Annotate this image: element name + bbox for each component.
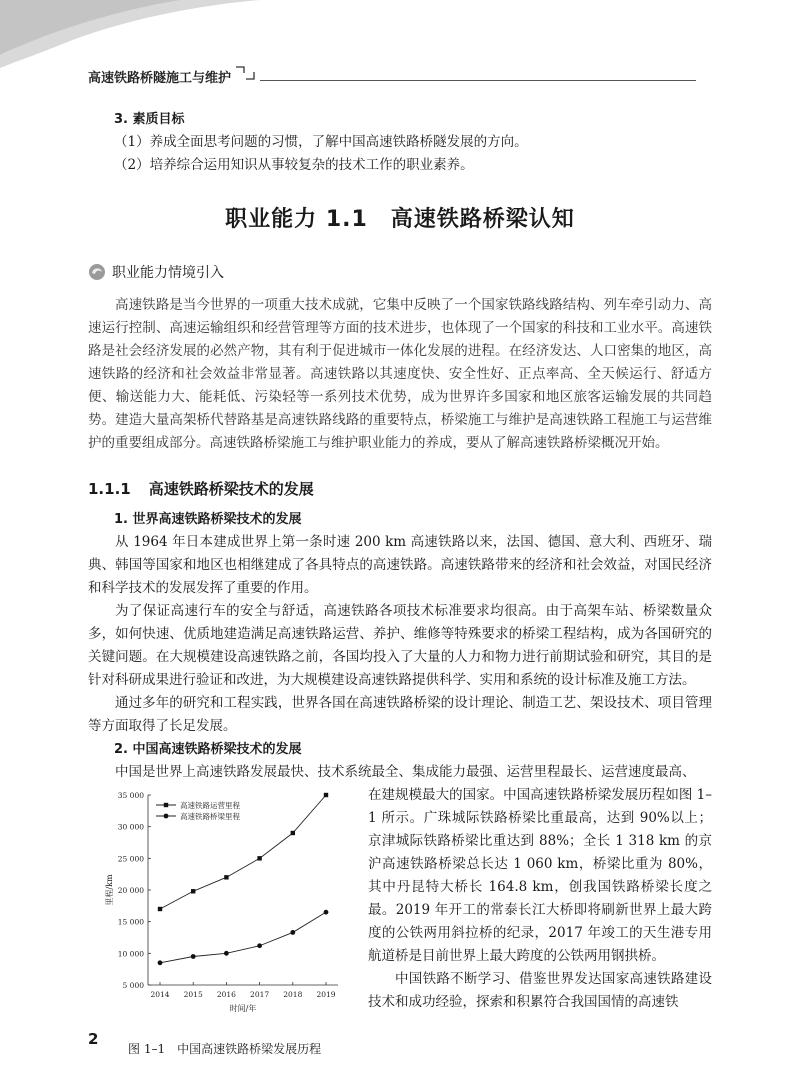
intro-heading bbox=[88, 262, 224, 282]
swirl-icon bbox=[88, 263, 106, 281]
intro-heading-text: 职业能力情境引入 bbox=[112, 265, 224, 281]
bridge-development-chart bbox=[100, 785, 350, 1025]
x-tick-label: 2018 bbox=[283, 990, 303, 999]
paragraph: 通过多年的研究和工程实践，世界各国在高速铁路桥梁的设计理论、制造工艺、架设技术、项目管理等方面取得了长足发展。 bbox=[88, 695, 712, 734]
intro-paragraph: 高速铁路是当今世界的一项重大技术成就，它集中反映了一个国家铁路线路结构、列车牵引动力、高速运行控制、高速运输组织和经营管理等方面的技术进步，也体现了一个国家的科技和工业水平。高速铁路是社会经济发展的必然产物，其有利于促进城市一体化发展的进程。在经济发达、人口密集的地区，高速铁路的经济和社会效益非常显著。高速铁路以其速度快、安全性好、正点率高、全天候运行、舒适方便、输送能力大、能耗低、污染轻等一系列技术优势，成为世界许多国家和地区旅客运输发展的共同趋势。建造大量高架桥代替路基是高速铁路线路的重要特点，桥梁施工与维护是高速铁路工程施工与运营维护的重要组成部分。高速铁路桥梁施工与维护职业能力的养成，要从了解高速铁路桥梁概况开始。 bbox=[88, 297, 712, 451]
y-tick-label: 20 000 bbox=[117, 886, 144, 895]
subsection-heading bbox=[88, 478, 314, 499]
data-point-circle bbox=[224, 951, 229, 956]
data-point-square bbox=[158, 907, 162, 911]
section-title: 职业能力 1.1 高速铁路桥梁认知 bbox=[225, 207, 575, 232]
objective-item: （1）养成全面思考问题的习惯，了解中国高速铁路桥隧发展的方向。 bbox=[114, 134, 528, 150]
y-tick-label: 25 000 bbox=[117, 854, 144, 864]
y-tick-label: 10 000 bbox=[117, 949, 144, 959]
data-point-square bbox=[191, 889, 195, 893]
paragraph: 为了保证高速行车的安全与舒适，高速铁路各项技术标准要求均很高。由于高架车站、桥梁数量众多，如何快速、优质地建造满足高速铁路运营、养护、维修等特殊要求的桥梁工程结构，成为各国研究的关键问题。在大规模建设高速铁路之前，各国均投入了大量的人力和物力进行前期试验和研究，其目的是针对科研成果进行验证和改进，为大规模建设高速铁路提供科学、实用和系统的设计标准及施工方法。 bbox=[88, 603, 712, 688]
data-point-square bbox=[224, 875, 228, 879]
legend-label: 高速铁路运营里程 bbox=[180, 801, 240, 810]
legend-marker bbox=[164, 814, 169, 819]
data-point-square bbox=[257, 856, 261, 860]
sub2-heading: 2. 中国高速铁路桥梁技术的发展 bbox=[114, 742, 302, 757]
y-tick-label: 5 000 bbox=[122, 981, 144, 990]
legend-label: 高速铁路桥梁里程 bbox=[180, 812, 240, 821]
objective-item: （2）培养综合运用知识从事较复杂的技术工作的职业素养。 bbox=[114, 157, 474, 173]
legend-marker bbox=[164, 803, 168, 807]
header-rule bbox=[260, 80, 696, 81]
subsection-number: 1.1.1 bbox=[88, 480, 131, 498]
data-point-circle bbox=[324, 910, 329, 915]
y-tick-label: 15 000 bbox=[117, 917, 144, 927]
x-tick-label: 2016 bbox=[216, 990, 236, 999]
series-line bbox=[160, 912, 326, 963]
objectives-heading: 3. 素质目标 bbox=[114, 112, 185, 127]
x-tick-label: 2014 bbox=[150, 990, 170, 999]
x-tick-label: 2017 bbox=[250, 990, 270, 999]
figure-caption: 图 1–1 中国高速铁路桥梁发展历程 bbox=[128, 1042, 322, 1056]
y-axis-label: 里程/km bbox=[105, 874, 114, 906]
data-point-square bbox=[324, 793, 328, 797]
china-development-text bbox=[368, 784, 712, 1014]
bracket-icon bbox=[234, 64, 256, 82]
y-tick-label: 30 000 bbox=[117, 822, 144, 832]
paragraph: 从 1964 年日本建成世界上第一条时速 200 km 高速铁路以来，法国、德国、意大利、西班牙、瑞典、韩国等国家和地区也相继建成了各具特点的高速铁路。高速铁路带来的经济和社会效益，对国民经济和科学技术的发展发挥了重要的作用。 bbox=[88, 534, 712, 596]
paragraph-first-line: 中国是世界上高速铁路发展最快、技术系统最全、集成能力最强、运营里程最长、运营速度最高、 bbox=[115, 764, 696, 780]
running-header-title: 高速铁路桥隧施工与维护 bbox=[88, 71, 232, 86]
subsection-title: 高速铁路桥梁技术的发展 bbox=[148, 480, 314, 498]
data-point-circle bbox=[290, 930, 295, 935]
x-tick-label: 2019 bbox=[316, 990, 336, 999]
sub1-heading: 1. 世界高速铁路桥梁技术的发展 bbox=[114, 512, 302, 527]
x-tick-label: 2015 bbox=[183, 990, 203, 999]
data-point-circle bbox=[257, 943, 262, 948]
y-tick-label: 35 000 bbox=[117, 791, 144, 800]
data-point-circle bbox=[191, 954, 196, 959]
wrap-paragraph: 在建规模最大的国家。中国高速铁路桥梁发展历程如图 1–1 所示。广珠城际铁路桥梁比重最高，达到 90%以上；京津城际铁路桥梁比重达到 88%；全长 1 318 km 的京沪高速铁路桥梁总长达 1 060 km，桥梁比重为 80%，其中丹昆特大桥长 164.8 km，创我国铁路桥梁长度之最。2019 年开工的常泰长江大桥即将刷新世界上最大跨度的公铁两用斜拉桥的纪录，2017 年竣工的天生港专用航道桥是目前世界上最大跨度的公铁两用钢拱桥。 bbox=[368, 787, 712, 964]
world-development bbox=[88, 508, 712, 784]
corner-decoration bbox=[0, 0, 260, 70]
page-number: 2 bbox=[88, 1030, 99, 1048]
data-point-circle bbox=[158, 960, 163, 965]
x-axis-label: 时间/年 bbox=[229, 1004, 257, 1013]
wrap-paragraph: 中国铁路不断学习、借鉴世界发达国家高速铁路建设技术和成功经验，探索和积累符合我国国情的高速铁 bbox=[368, 971, 712, 1010]
data-point-square bbox=[291, 831, 295, 835]
quality-objectives bbox=[88, 108, 712, 177]
